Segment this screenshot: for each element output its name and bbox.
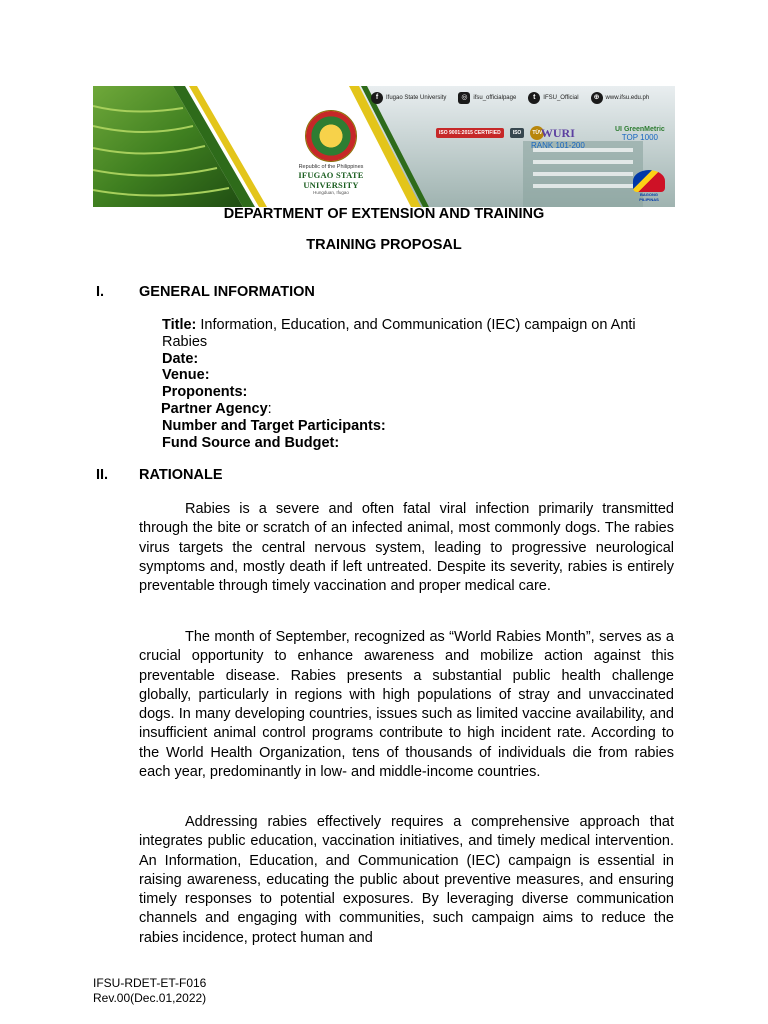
venue-label: Venue: (162, 367, 210, 384)
facebook-icon: f (371, 92, 383, 104)
department-heading: DEPARTMENT OF EXTENSION AND TRAINING (223, 206, 545, 222)
proponents-label: Proponents: (162, 384, 248, 401)
fund-label: Fund Source and Budget: (162, 434, 340, 451)
section-2-title: RATIONALE (139, 467, 223, 483)
greenmetric-logo: UI GreenMetric (615, 126, 665, 133)
social-label: www.ifsu.edu.ph (605, 95, 650, 101)
info-fund-row (162, 435, 682, 452)
iso-certified-badge: ISO 9001:2015 CERTIFIED (436, 128, 504, 138)
info-title-row (162, 317, 682, 351)
republic-label: Republic of the Philippines (298, 164, 364, 170)
certification-badges (436, 126, 544, 140)
twitter-icon: t (528, 92, 540, 104)
info-partner-row (161, 401, 682, 418)
iso-badge: ISO (510, 128, 525, 138)
bagong-pilipinas-label: BAGONG PILIPINAS (639, 192, 659, 202)
info-proponents-row (162, 384, 682, 401)
general-info-block (162, 317, 682, 451)
instagram-icon: ◎ (458, 92, 470, 104)
info-venue-row (162, 367, 682, 384)
social-instagram[interactable] (458, 92, 516, 104)
revision-label: Rev.00(Dec.01,2022) (93, 991, 207, 1005)
wuri-ranking (531, 126, 585, 150)
globe-icon: ⊕ (591, 92, 603, 104)
university-seal-icon (305, 110, 357, 162)
partner-label: Partner Agency (161, 400, 268, 417)
university-identity (271, 110, 391, 195)
social-website[interactable] (591, 92, 650, 104)
social-facebook[interactable] (371, 92, 446, 104)
bagong-pilipinas-icon (633, 170, 665, 192)
wuri-logo: WURI (540, 126, 575, 140)
info-participants-row (162, 418, 682, 435)
rationale-paragraph-3: Addressing rabies effectively requires a comprehensive approach that integrates public education, vaccination initiatives, and timely medical intervention. An Information, Education, and Communication (IEC) campaign is essential in raising awareness, educating the public about preventive measures, and ensuring timely responses to potential exposures. By leveraging diverse communication channels and engaging with communities, such campaign aims to reduce the rabies incidence, protect human and (139, 814, 674, 946)
social-label: Ifugao State University (386, 95, 447, 101)
partner-colon: : (267, 400, 272, 417)
section-2-number: II. (96, 467, 109, 483)
university-name: IFUGAO STATE UNIVERSITY (298, 170, 364, 190)
form-code: IFSU-RDET-ET-F016 (93, 976, 207, 990)
university-location: Hungduan, Ifugao (313, 190, 349, 195)
social-label: ifsu_officialpage (473, 95, 517, 101)
document-footer (93, 976, 206, 1006)
wuri-rank: RANK 101-200 (531, 141, 585, 150)
section-1-title: GENERAL INFORMATION (139, 284, 315, 300)
rationale-paragraph-2: The month of September, recognized as “World Rabies Month”, serves as a crucial opportunity to enhance awareness and mobilize action against this preventable disease. Rabies presents a substantial public health challenge globally, particularly in regions with high populations of stray and unvaccinated dogs. In many developing countries, issues such as limited vaccine availability, and insufficient animal control programs contribute to high incident rate. According to the World Health Organization, tens of thousands of individuals die from rabies each year, predominantly in low- and middle-income countries. (139, 629, 674, 781)
title-label: Title: (162, 317, 197, 333)
section-1-number: I. (96, 284, 105, 300)
letterhead-banner (93, 86, 675, 207)
date-label: Date: (162, 350, 199, 367)
document-type-heading: TRAINING PROPOSAL (306, 237, 462, 253)
social-links (371, 92, 649, 104)
greenmetric-rank: TOP 1000 (621, 133, 658, 142)
info-date-row (162, 351, 682, 368)
greenmetric-ranking (615, 126, 665, 142)
bagong-pilipinas-logo (630, 170, 668, 202)
tuv-badge: TÜV (530, 126, 544, 140)
rationale-paragraph-1: Rabies is a severe and often fatal viral infection primarily transmitted through the bite or scratch of an infected animal, most commonly dogs. The rabies virus targets the central nervous system, leading to progressive neurological symptoms and, mostly death if left untreated. Despite its severity, rabies is entirely preventable through timely vaccination and proper medical care. (139, 501, 674, 595)
title-value: Information, Education, and Communication (IEC) campaign on Anti Rabies (162, 317, 636, 350)
participants-label: Number and Target Participants: (162, 417, 386, 434)
social-label: IFSU_Official (543, 95, 579, 101)
social-twitter[interactable] (528, 92, 578, 104)
